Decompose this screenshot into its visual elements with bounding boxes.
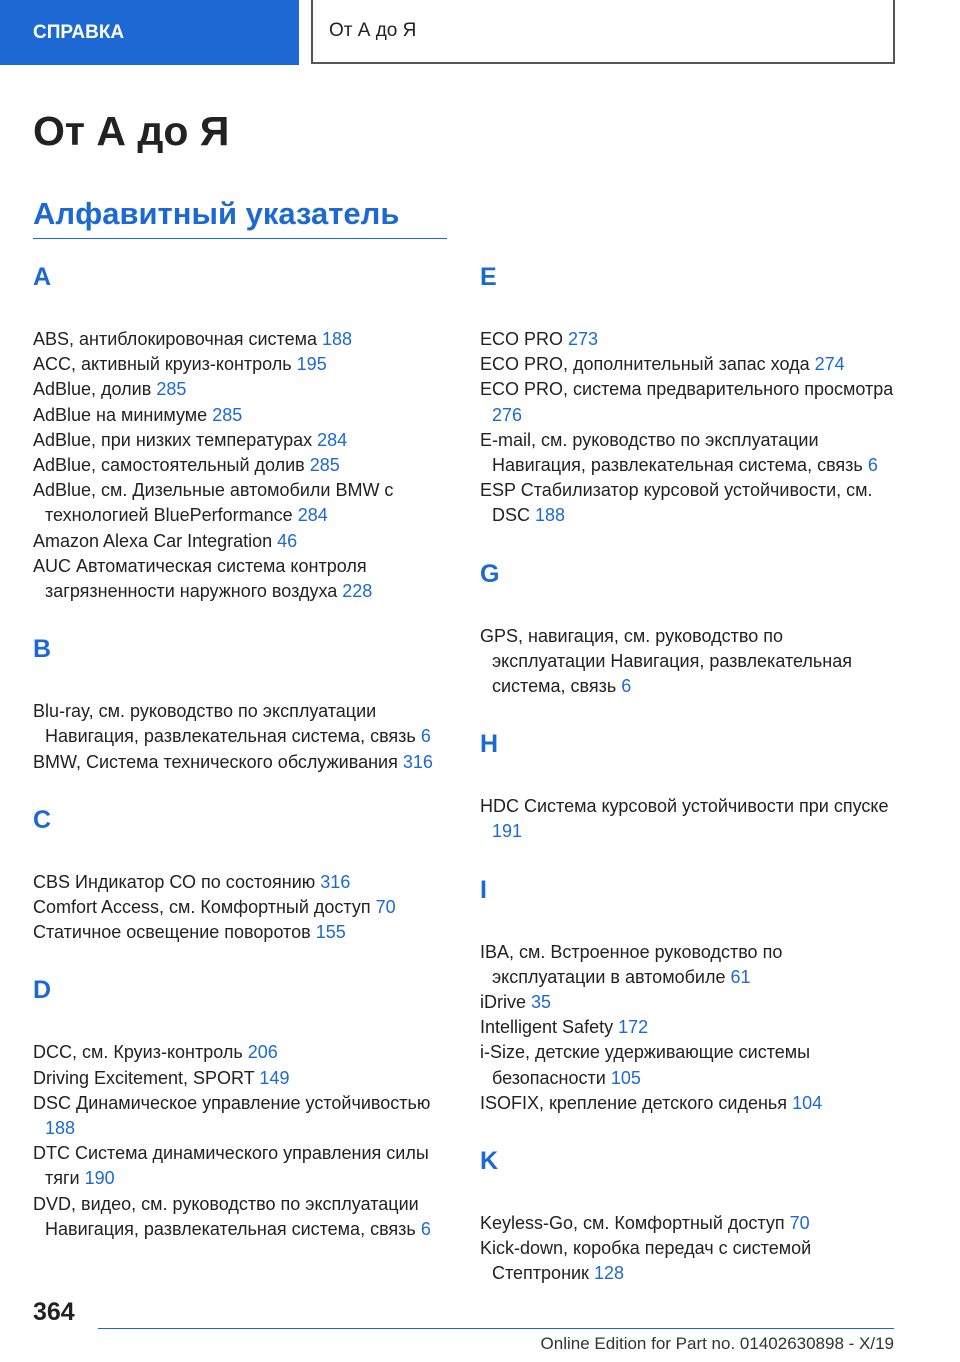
- section-title: Алфавитный указатель: [33, 196, 400, 231]
- index-entry-text: i-Size, детские удерживающие системы безопасности: [480, 1042, 811, 1088]
- index-entry-page-link[interactable]: 35: [531, 992, 552, 1013]
- index-group: [480, 729, 895, 844]
- index-group: [33, 805, 448, 946]
- index-letter: E: [480, 263, 497, 291]
- index-entry-page-link[interactable]: 285: [212, 404, 243, 425]
- index-column-right: [480, 262, 895, 1317]
- index-entry-text: BMW, Система технического обслуживания: [33, 751, 398, 772]
- index-entry-page-link[interactable]: 6: [420, 1218, 431, 1239]
- index-entry-text: AdBlue, при низких температурах: [33, 429, 313, 450]
- index-entry-text: ECO PRO: [480, 329, 564, 349]
- page-title: От А до Я: [33, 108, 230, 154]
- index-entry-text: Blu-ray, см. руководство по эксплуатации Навигация, развлекательная система, связь: [33, 701, 416, 747]
- index-entry-page-link[interactable]: 284: [317, 429, 348, 450]
- index-entry: [33, 377, 448, 402]
- index-group: [480, 262, 895, 529]
- index-entry-page-link[interactable]: 128: [593, 1263, 624, 1284]
- index-entry: [33, 352, 448, 377]
- index-entry: [33, 1066, 448, 1091]
- index-entry-text: Comfort Access, см. Комфортный доступ: [33, 897, 371, 918]
- index-entry-text: DCC, см. Круиз-контроль: [33, 1042, 243, 1063]
- index-entry-page-link[interactable]: 172: [618, 1017, 649, 1038]
- index-entry: [480, 794, 895, 844]
- index-entry-page-link[interactable]: 6: [621, 676, 632, 697]
- index-entry: [33, 453, 448, 478]
- index-entry-page-link[interactable]: 190: [84, 1168, 115, 1189]
- index-entry: [480, 1236, 895, 1286]
- index-letter: H: [480, 730, 499, 759]
- index-entry-page-link[interactable]: 61: [730, 966, 751, 987]
- index-entry-page-link[interactable]: 70: [375, 897, 396, 918]
- index-entry-page-link[interactable]: 70: [789, 1213, 810, 1234]
- section-tab-label: СПРАВКА: [33, 21, 125, 43]
- index-entry-page-link[interactable]: 105: [610, 1067, 641, 1088]
- index-entry-page-link[interactable]: 6: [867, 455, 878, 476]
- index-entry: [33, 920, 448, 945]
- index-entry-page-link[interactable]: 188: [535, 505, 566, 526]
- index-entry-text: E-mail, см. руководство по эксплуатации Навигация, развлекательная система, связь: [480, 429, 863, 476]
- index-entry-text: DTC Система динамического управления силы тяги: [33, 1143, 429, 1189]
- index-entry-page-link[interactable]: 191: [492, 821, 523, 842]
- index-group: [480, 559, 895, 700]
- index-entry-text: AdBlue, долив: [33, 379, 152, 400]
- index-entry-page-link[interactable]: 188: [322, 329, 353, 349]
- index-entry: [33, 1091, 448, 1141]
- index-entry-text: Intelligent Safety: [480, 1017, 614, 1038]
- breadcrumb: [311, 0, 895, 64]
- index-entry-page-link[interactable]: 276: [492, 404, 523, 425]
- index-entry-page-link[interactable]: 316: [320, 871, 351, 892]
- index-entry: [33, 478, 448, 528]
- index-letter: D: [33, 976, 52, 1005]
- index-entry-page-link[interactable]: 188: [45, 1118, 76, 1139]
- index-entry-text: ESP Стабилизатор курсовой устойчивости, см. DSC: [480, 480, 873, 526]
- index-entry: [480, 1040, 895, 1090]
- index-letter: A: [33, 263, 52, 291]
- index-letter: G: [480, 559, 500, 588]
- index-entry-text: HDC Система курсовой устойчивости при спуске: [480, 796, 889, 817]
- page-number: 364: [33, 1298, 75, 1326]
- index-entry: [480, 352, 895, 377]
- footer-edition: Online Edition for Part no. 01402630898 - X/19: [540, 1334, 894, 1353]
- index-entry-text: Kick-down, коробка передач с системой Стептроник: [480, 1238, 812, 1284]
- index-entry-text: Статичное освещение поворотов: [33, 922, 311, 943]
- index-entry-page-link[interactable]: 284: [297, 505, 328, 526]
- index-entry: [480, 1091, 895, 1116]
- index-entry-page-link[interactable]: 316: [402, 751, 433, 772]
- index-group: [33, 262, 448, 604]
- index-entry-text: AUC Автоматическая система контроля загрязненности наружного воздуха: [33, 555, 367, 602]
- index-entry-text: GPS, навигация, см. руководство по эксплуатации Навигация, развлекательная система, связь: [480, 625, 852, 697]
- index-column-left: [33, 262, 448, 1272]
- index-letter: C: [33, 805, 52, 834]
- index-entry: [480, 428, 895, 478]
- index-entry-page-link[interactable]: 104: [792, 1092, 823, 1113]
- index-entry-text: ECO PRO, система предварительного просмотра: [480, 379, 894, 400]
- index-entry-text: Driving Excitement, SPORT: [33, 1067, 255, 1088]
- index-entry-text: ACC, активный круиз-контроль: [33, 354, 292, 375]
- breadcrumb-label: От А до Я: [329, 20, 417, 41]
- index-group: [480, 1146, 895, 1287]
- index-entry: [33, 554, 448, 604]
- section-divider: [33, 238, 447, 239]
- index-entry-text: CBS Индикатор СО по состоянию: [33, 871, 316, 892]
- index-entry-text: DSC Динамическое управление устойчивостью: [33, 1092, 431, 1113]
- index-entry: [480, 990, 895, 1015]
- index-entry-text: Keyless-Go, см. Комфортный доступ: [480, 1213, 785, 1234]
- index-entry-page-link[interactable]: 206: [247, 1042, 278, 1063]
- index-group: [480, 875, 895, 1116]
- index-entry: [33, 699, 448, 749]
- index-entry-text: DVD, видео, см. руководство по эксплуатации Навигация, развлекательная система, связь: [33, 1193, 419, 1239]
- index-entry-page-link[interactable]: 149: [259, 1067, 290, 1088]
- index-entry: [33, 327, 448, 352]
- index-entry-page-link[interactable]: 285: [156, 379, 187, 400]
- index-entry: [33, 750, 448, 775]
- index-entry: [480, 1015, 895, 1040]
- index-entry: [480, 1211, 895, 1236]
- index-entry-text: AdBlue на минимуме: [33, 404, 208, 425]
- index-entry-text: AdBlue, самостоятельный долив: [33, 455, 305, 476]
- index-group: [33, 975, 448, 1242]
- index-letter: I: [480, 875, 487, 904]
- index-entry-page-link[interactable]: 155: [315, 922, 346, 943]
- index-entry-text: ISOFIX, крепление детского сиденья: [480, 1092, 788, 1113]
- index-entry-text: AdBlue, см. Дизельные автомобили BMW с технологией BluePerformance: [33, 480, 394, 526]
- footer-divider: [98, 1328, 894, 1329]
- index-entry: [33, 1040, 448, 1065]
- index-entry: [33, 870, 448, 895]
- index-entry-page-link[interactable]: 46: [277, 530, 298, 551]
- index-entry-page-link[interactable]: 228: [342, 581, 373, 602]
- index-entry: [33, 403, 448, 428]
- index-entry-text: Amazon Alexa Car Integration: [33, 530, 273, 551]
- index-letter: B: [33, 635, 52, 664]
- index-entry-page-link[interactable]: 6: [420, 726, 431, 747]
- index-entry: [480, 327, 895, 352]
- index-entry-page-link[interactable]: 274: [814, 354, 845, 375]
- index-group: [33, 634, 448, 775]
- index-entry: [33, 529, 448, 554]
- index-entry-text: IBA, см. Встроенное руководство по эксплуатации в автомобиле: [480, 941, 783, 987]
- index-entry: [33, 1141, 448, 1191]
- index-entry: [480, 940, 895, 990]
- index-entry-text: ABS, антиблокировочная система: [33, 329, 317, 349]
- index-entry: [480, 624, 895, 700]
- index-entry: [33, 1192, 448, 1242]
- index-entry-page-link[interactable]: 195: [296, 354, 327, 375]
- index-letter: K: [480, 1147, 499, 1176]
- index-entry: [33, 428, 448, 453]
- index-entry-text: ECO PRO, дополнительный запас хода: [480, 354, 810, 375]
- index-entry: [33, 895, 448, 920]
- index-entry: [480, 377, 895, 427]
- index-entry: [480, 478, 895, 528]
- index-entry-page-link[interactable]: 285: [309, 455, 340, 476]
- index-entry-page-link[interactable]: 273: [568, 329, 599, 349]
- index-entry-text: iDrive: [480, 992, 527, 1013]
- section-tab[interactable]: [0, 0, 299, 65]
